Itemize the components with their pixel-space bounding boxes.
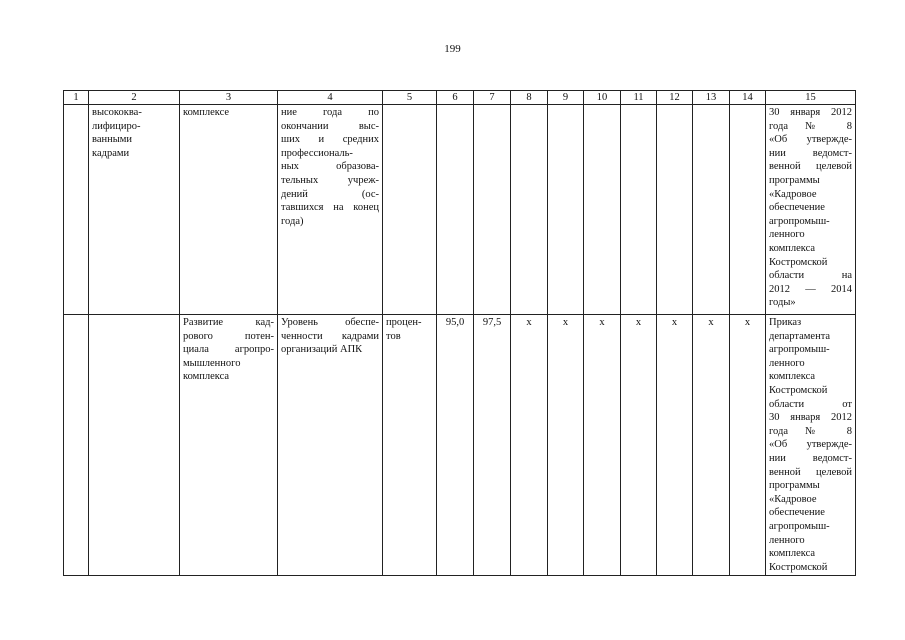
cell-text-line: 30 января 2012 bbox=[769, 412, 852, 424]
cell-text-line: тельных учреж- bbox=[281, 174, 379, 186]
cell-text-line: Костромской bbox=[769, 256, 828, 268]
cell-text-line: кадрами bbox=[92, 147, 130, 159]
cell-text-line: агропромыш- bbox=[769, 520, 830, 532]
header-cell: 5 bbox=[383, 91, 437, 105]
cell-text-line: венной целевой bbox=[769, 466, 852, 478]
table-cell bbox=[278, 105, 383, 315]
table-cell bbox=[548, 105, 584, 315]
table-cell bbox=[180, 105, 278, 315]
cell-text-line: агропромыш- bbox=[769, 215, 830, 227]
table-cell bbox=[383, 105, 437, 315]
cell-text-line: венной целевой bbox=[769, 161, 852, 173]
cell-text-line: года № 8 bbox=[769, 120, 852, 132]
cell-text-line: 30 января 2012 bbox=[769, 107, 852, 118]
cell-text-line: ванными bbox=[92, 134, 133, 146]
table-cell bbox=[511, 105, 548, 315]
cell-text-line: высококва- bbox=[92, 107, 142, 118]
table-cell bbox=[657, 105, 693, 315]
table-cell bbox=[278, 315, 383, 576]
table-cell: х bbox=[511, 315, 548, 576]
cell-text-line: ных образова- bbox=[281, 161, 379, 173]
header-cell: 13 bbox=[693, 91, 730, 105]
cell-text-line: «Об утвержде- bbox=[769, 439, 852, 451]
cell-text-line: программы bbox=[769, 480, 820, 492]
cell-text-line: рового потен- bbox=[183, 330, 274, 342]
cell-text-line: ленного bbox=[769, 229, 805, 241]
header-cell: 7 bbox=[474, 91, 511, 105]
table-row bbox=[64, 315, 856, 576]
table-cell bbox=[474, 105, 511, 315]
cell-text-line: комплекса bbox=[769, 548, 816, 560]
table-cell: 97,5 bbox=[474, 315, 511, 576]
header-cell: 4 bbox=[278, 91, 383, 105]
cell-text-line: мышленного bbox=[183, 357, 241, 369]
cell-text-line: комплекса bbox=[183, 371, 230, 383]
cell-text-line: «Кадровое bbox=[769, 188, 817, 200]
header-cell: 6 bbox=[437, 91, 474, 105]
cell-text-line: 2012 — 2014 bbox=[769, 283, 852, 295]
cell-text-line: ленного bbox=[769, 357, 805, 369]
cell-text-line: лифициро- bbox=[92, 120, 141, 132]
table-cell: х bbox=[548, 315, 584, 576]
header-cell: 1 bbox=[64, 91, 89, 105]
cell-text-line: циала агропро- bbox=[183, 344, 274, 356]
cell-text-line: комплекса bbox=[769, 371, 816, 383]
cell-text-line: организаций АПК bbox=[281, 344, 363, 356]
header-cell: 12 bbox=[657, 91, 693, 105]
cell-text-line: обеспечение bbox=[769, 202, 825, 214]
header-cell: 2 bbox=[89, 91, 180, 105]
header-cell: 9 bbox=[548, 91, 584, 105]
cell-text-line: года) bbox=[281, 215, 304, 227]
cell-text-line: департамента bbox=[769, 330, 831, 342]
cell-text-line: тов bbox=[386, 330, 401, 342]
document-table bbox=[63, 90, 856, 576]
table-cell bbox=[766, 105, 856, 315]
table-cell bbox=[64, 315, 89, 576]
cell-text-line: процен- bbox=[386, 317, 422, 328]
table-cell bbox=[383, 315, 437, 576]
table-cell: 95,0 bbox=[437, 315, 474, 576]
table-cell bbox=[621, 105, 657, 315]
cell-text-line: Уровень обеспе- bbox=[281, 317, 379, 328]
header-row bbox=[64, 91, 856, 105]
table-cell: х bbox=[730, 315, 766, 576]
table-cell bbox=[437, 105, 474, 315]
cell-text-line: окончании выс- bbox=[281, 120, 379, 132]
page-number: 199 bbox=[444, 43, 461, 55]
cell-text-line: области от bbox=[769, 398, 852, 410]
table-row bbox=[64, 105, 856, 315]
table-cell: х bbox=[621, 315, 657, 576]
cell-text-line: программы bbox=[769, 174, 820, 186]
cell-text-line: ченности кадрами bbox=[281, 330, 379, 342]
table-cell bbox=[89, 105, 180, 315]
table-cell bbox=[89, 315, 180, 576]
cell-text-line: области на bbox=[769, 270, 852, 282]
cell-text-line: нии ведомст- bbox=[769, 147, 852, 159]
cell-text-line: профессиональ- bbox=[281, 147, 353, 159]
cell-text-line: «Об утвержде- bbox=[769, 134, 852, 146]
cell-text-line: года № 8 bbox=[769, 425, 852, 437]
table-cell bbox=[584, 105, 621, 315]
header-cell: 11 bbox=[621, 91, 657, 105]
header-cell: 3 bbox=[180, 91, 278, 105]
header-cell: 14 bbox=[730, 91, 766, 105]
table-cell: х bbox=[657, 315, 693, 576]
table-cell bbox=[730, 105, 766, 315]
cell-text-line: обеспечение bbox=[769, 507, 825, 519]
cell-text-line: ших и средних bbox=[281, 134, 379, 146]
table-cell: х bbox=[584, 315, 621, 576]
cell-text-line: агропромыш- bbox=[769, 344, 830, 356]
cell-text-line: Развитие кад- bbox=[183, 317, 274, 328]
table-cell bbox=[180, 315, 278, 576]
cell-text-line: дений (ос- bbox=[281, 188, 379, 200]
cell-text-line: комплексе bbox=[183, 107, 230, 118]
cell-text-line: «Кадровое bbox=[769, 493, 817, 505]
header-cell: 10 bbox=[584, 91, 621, 105]
header-cell: 15 bbox=[766, 91, 856, 105]
table-cell bbox=[693, 105, 730, 315]
cell-text-line: Костромской bbox=[769, 561, 828, 573]
cell-text-line: тавшихся на конец bbox=[281, 202, 379, 214]
table-cell bbox=[64, 105, 89, 315]
cell-text-line: Костромской bbox=[769, 384, 828, 396]
table-cell: х bbox=[693, 315, 730, 576]
cell-text-line: ленного bbox=[769, 534, 805, 546]
table-cell bbox=[766, 315, 856, 576]
cell-text-line: ние года по bbox=[281, 107, 379, 118]
cell-text-line: Приказ bbox=[769, 317, 802, 328]
cell-text-line: нии ведомст- bbox=[769, 452, 852, 464]
cell-text-line: комплекса bbox=[769, 242, 816, 254]
cell-text-line: годы» bbox=[769, 297, 796, 309]
header-cell: 8 bbox=[511, 91, 548, 105]
